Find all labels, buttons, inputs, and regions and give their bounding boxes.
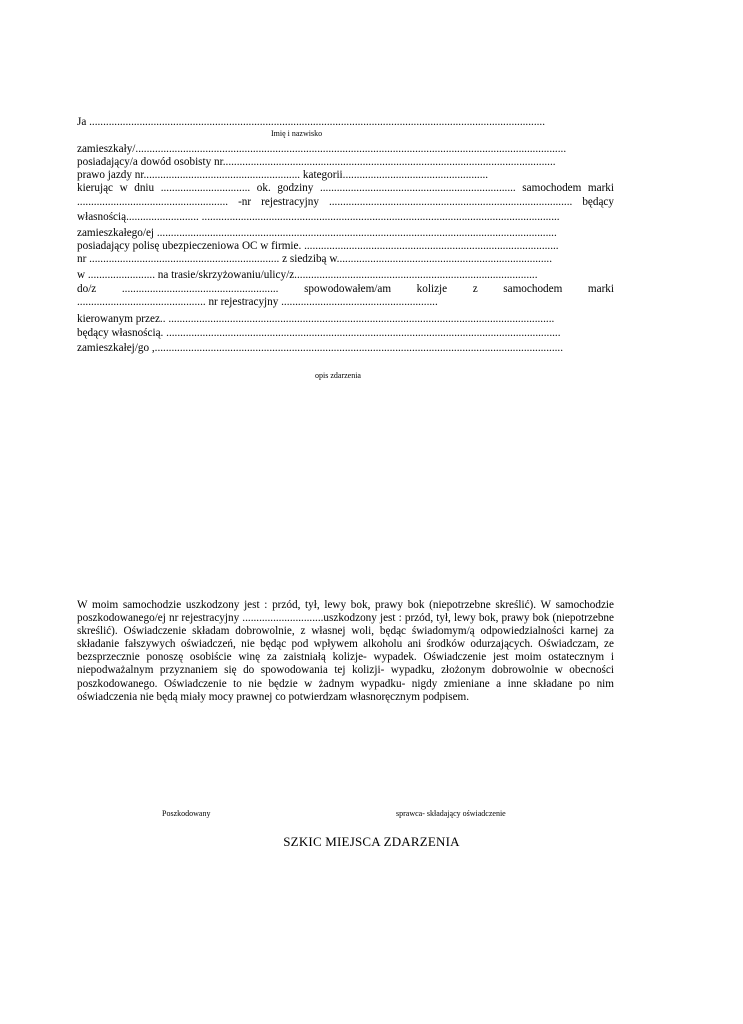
field-kierowanym: kierowanym przez.. .......................................................................................................................................... <box>77 313 555 325</box>
label-opis-zdarzenia: opis zdarzenia <box>315 371 361 380</box>
field-wlasnoscia: własnością.......................... ................................................................................................................................ <box>77 211 560 223</box>
signature-label-sprawca: sprawca- składający oświadczenie <box>396 809 506 818</box>
field-polisa: posiadający polisę ubezpieczeniowa OC w firmie. ........................................................................................... <box>77 240 559 252</box>
field-prawo-jazdy: prawo jazdy nr........................................................ kategorii.................................................... <box>77 169 489 181</box>
label-imie-nazwisko: Imię i nazwisko <box>271 129 323 138</box>
field-spowodowalem: do/z ........................................................ spowodowałem/am kolizje z samochodem marki <box>77 283 614 295</box>
field-nr-siedziba: nr .................................................................... z siedzibą w............................................................................. <box>77 253 553 265</box>
field-nr-rej-2: .............................................. nr rejestracyjny ........................................................ <box>77 296 438 308</box>
field-zamieszkalego: zamieszkałego/ej ............................................................................................................................................... <box>77 227 557 239</box>
field-trasa: w ........................ na trasie/skrzyżowaniu/ulicy/z....................................................................................... <box>77 269 538 281</box>
field-nr-rejestracyjny: ...................................................... -nr rejestracyjny ....................................................................................... będący <box>77 196 614 208</box>
declaration-paragraph <box>77 599 614 704</box>
field-dowod: posiadający/a dowód osobisty nr....................................................................................................................... <box>77 156 556 168</box>
field-zamieszkaly: zamieszkały/.......................................................................................................................................................... <box>77 143 567 155</box>
field-ja: Ja ................................................................................................................................................................... <box>77 116 546 128</box>
field-kierujac: kierując w dniu ................................ ok. godziny ...................................................................... samochodem marki <box>77 182 614 194</box>
section-heading-szkic: SZKIC MIEJSCA ZDARZENIA <box>283 834 460 849</box>
declaration-text: W moim samochodzie uszkodzony jest : przód, tył, lewy bok, prawy bok (niepotrzebne skreślić). W samochodzie poszkodowanego/ej nr rejestracyjny .............................uszkodzony jest : przód, tył, lewy bok, prawy bok (niepotrzebne skreślić). Oświadczenie składam dobrowolnie, z własnej woli, będąc świadomym/ą odpowiedzialności karnej za składanie fałszywych oświadczeń, nie będąc pod wpływem alkoholu ani środków odurzających. Oświadczam, ze bezsprzecznie ponoszę osobiście winę za zaistniałą kolizje- wypadek. Oświadczenie jest moim ostatecznym i niepodważalnym przyznaniem się do spowodowania tej kolizji- wypadku, złożonym dobrowolnie w obecności poszkodowanego. Oświadczenie to nie będzie w żadnym wypadku- nigdy zmieniane a inne składane po nim oświadczenia nie będą miały mocy prawnej co potwierdzam własnoręcznym podpisem. <box>77 599 614 703</box>
signature-label-poszkodowany: Poszkodowany <box>162 809 211 818</box>
field-bedacy-wlasnoscia: będący własnością. ............................................................................................................................................. <box>77 327 561 339</box>
field-zamieszkalej: zamieszkałej/go ,.................................................................................................................................................. <box>77 342 564 354</box>
